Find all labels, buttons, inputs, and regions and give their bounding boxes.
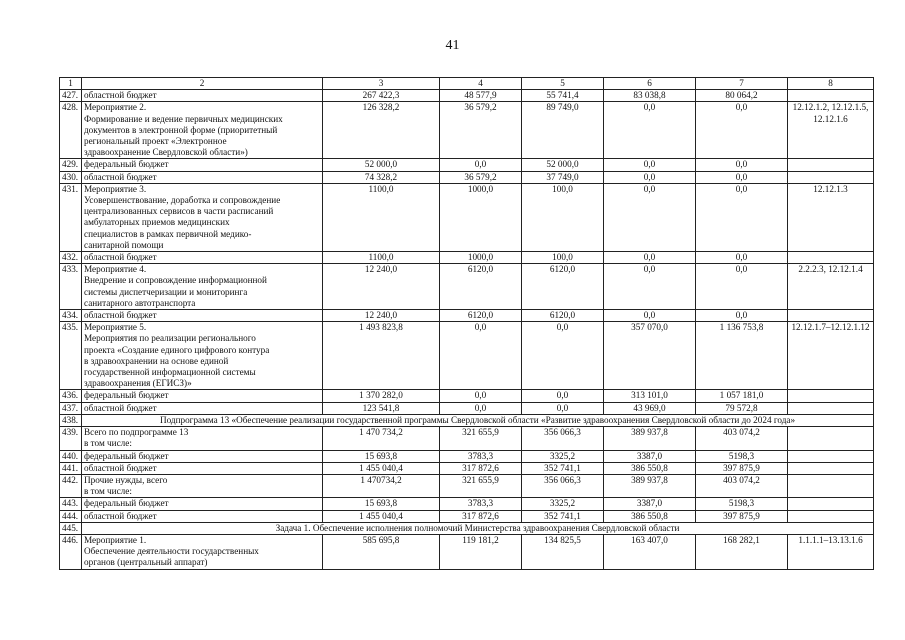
- item-name-line: системы диспетчеризации и мониторинга: [84, 286, 248, 297]
- amount-cell: 389 937,8: [604, 474, 696, 497]
- item-name: [82, 102, 323, 159]
- item-name-line: в том числе:: [84, 486, 132, 497]
- item-name: [82, 90, 323, 102]
- amount-cell: 1 493 823,8: [323, 322, 440, 390]
- item-name: [82, 264, 323, 310]
- amount-cell: 3325,2: [522, 450, 604, 462]
- row-number: 445.: [60, 522, 82, 534]
- amount-cell: 100,0: [522, 252, 604, 264]
- indicator-code: [788, 510, 874, 522]
- amount-cell: 0,0: [604, 171, 696, 183]
- item-name-line: в том числе:: [84, 438, 132, 449]
- row-number: 444.: [60, 510, 82, 522]
- amount-cell: 397 875,9: [696, 462, 788, 474]
- indicator-code: [788, 427, 874, 450]
- amount-cell: 134 825,5: [522, 534, 604, 569]
- indicator-code: [788, 402, 874, 414]
- indicator-code: 2.2.2.3, 12.12.1.4: [788, 264, 874, 310]
- amount-cell: 83 038,8: [604, 90, 696, 102]
- section-title: Подпрограмма 13 «Обеспечение реализации государственной программы Свердловской области «Развитие здравоохранения Свердловской области до 2024 года»: [82, 414, 874, 426]
- table-row: [60, 402, 874, 414]
- amount-cell: 0,0: [522, 322, 604, 390]
- item-name: [82, 322, 323, 390]
- item-name-line: федеральный бюджет: [84, 159, 169, 170]
- table-row: [60, 102, 874, 159]
- row-number: 443.: [60, 498, 82, 510]
- amount-cell: 357 070,0: [604, 322, 696, 390]
- amount-cell: 313 101,0: [604, 390, 696, 402]
- amount-cell: 5198,3: [696, 450, 788, 462]
- amount-cell: 1 370 282,0: [323, 390, 440, 402]
- amount-cell: 163 407,0: [604, 534, 696, 569]
- amount-cell: 3783,3: [440, 498, 522, 510]
- item-name-line: Формирование и ведение первичных медицинских: [84, 113, 283, 124]
- table-row: [60, 534, 874, 569]
- row-number: 439.: [60, 427, 82, 450]
- item-name-line: в здравоохранении на основе единой: [84, 355, 229, 366]
- amount-cell: 0,0: [604, 310, 696, 322]
- table-row: [60, 264, 874, 310]
- item-name: [82, 427, 323, 450]
- item-name: [82, 534, 323, 569]
- header-cell: 6: [604, 78, 696, 90]
- item-name: [82, 462, 323, 474]
- amount-cell: 123 541,8: [323, 402, 440, 414]
- amount-cell: 1 455 040,4: [323, 510, 440, 522]
- indicator-code: 12.12.1.2, 12.12.1.5, 12.12.1.6: [788, 102, 874, 159]
- amount-cell: 321 655,9: [440, 474, 522, 497]
- amount-cell: 1 470 734,2: [323, 427, 440, 450]
- item-name-line: санитарной помощи: [84, 239, 164, 250]
- amount-cell: 79 572,8: [696, 402, 788, 414]
- item-name-line: здравоохранение Свердловской области»): [84, 147, 248, 158]
- amount-cell: 3387,0: [604, 498, 696, 510]
- item-name: [82, 402, 323, 414]
- amount-cell: 1100,0: [323, 183, 440, 251]
- row-number: 428.: [60, 102, 82, 159]
- amount-cell: 0,0: [440, 159, 522, 171]
- amount-cell: 119 181,2: [440, 534, 522, 569]
- amount-cell: 0,0: [696, 171, 788, 183]
- item-name-line: Мероприятие 2.: [84, 102, 147, 113]
- amount-cell: 100,0: [522, 183, 604, 251]
- amount-cell: 6120,0: [440, 264, 522, 310]
- row-number: 436.: [60, 390, 82, 402]
- amount-cell: 80 064,2: [696, 90, 788, 102]
- table-row: [60, 498, 874, 510]
- amount-cell: 1000,0: [440, 183, 522, 251]
- amount-cell: 126 328,2: [323, 102, 440, 159]
- item-name: [82, 183, 323, 251]
- amount-cell: 0,0: [604, 102, 696, 159]
- amount-cell: 48 577,9: [440, 90, 522, 102]
- row-number: 440.: [60, 450, 82, 462]
- table-row: [60, 414, 874, 426]
- amount-cell: 403 074,2: [696, 474, 788, 497]
- item-name: [82, 252, 323, 264]
- item-name: [82, 390, 323, 402]
- table-row: [60, 171, 874, 183]
- item-name-line: Прочие нужды, всего: [84, 474, 168, 485]
- table-row: [60, 159, 874, 171]
- amount-cell: 0,0: [696, 159, 788, 171]
- amount-cell: 0,0: [522, 402, 604, 414]
- amount-cell: 321 655,9: [440, 427, 522, 450]
- amount-cell: 36 579,2: [440, 171, 522, 183]
- amount-cell: 43 969,0: [604, 402, 696, 414]
- item-name-line: Усовершенствование, доработка и сопровождение: [84, 195, 281, 206]
- amount-cell: 0,0: [696, 264, 788, 310]
- amount-cell: 0,0: [522, 390, 604, 402]
- amount-cell: 1100,0: [323, 252, 440, 264]
- amount-cell: 0,0: [440, 402, 522, 414]
- item-name-line: санитарного автотранспорта: [84, 297, 196, 308]
- table-row: [60, 510, 874, 522]
- indicator-code: 12.12.1.7–12.12.1.12: [788, 322, 874, 390]
- budget-table: [59, 77, 874, 570]
- indicator-code: [788, 171, 874, 183]
- indicator-code: [788, 462, 874, 474]
- item-name: [82, 171, 323, 183]
- row-number: 442.: [60, 474, 82, 497]
- amount-cell: 15 693,8: [323, 498, 440, 510]
- item-name-line: федеральный бюджет: [84, 390, 169, 401]
- item-name-line: специалистов в рамках первичной медико-: [84, 228, 252, 239]
- item-name-line: Внедрение и сопровождение информационной: [84, 275, 267, 286]
- amount-cell: 0,0: [604, 159, 696, 171]
- table-row: [60, 474, 874, 497]
- item-name-line: областной бюджет: [84, 462, 157, 473]
- amount-cell: 0,0: [696, 310, 788, 322]
- item-name-line: областной бюджет: [84, 171, 157, 182]
- header-cell: 5: [522, 78, 604, 90]
- amount-cell: 317 872,6: [440, 510, 522, 522]
- header-cell: 3: [323, 78, 440, 90]
- row-number: 435.: [60, 322, 82, 390]
- item-name-line: областной бюджет: [84, 90, 157, 101]
- amount-cell: 5198,3: [696, 498, 788, 510]
- indicator-code: [788, 474, 874, 497]
- item-name: [82, 310, 323, 322]
- table-row: [60, 522, 874, 534]
- item-name-line: Мероприятие 5.: [84, 322, 147, 333]
- item-name: [82, 498, 323, 510]
- item-name-line: областной бюджет: [84, 310, 157, 321]
- amount-cell: 15 693,8: [323, 450, 440, 462]
- row-number: 429.: [60, 159, 82, 171]
- amount-cell: 12 240,0: [323, 310, 440, 322]
- item-name-line: Мероприятие 1.: [84, 534, 147, 545]
- item-name-line: централизованных сервисов в части расписаний: [84, 206, 274, 217]
- item-name-line: федеральный бюджет: [84, 450, 169, 461]
- row-number: 434.: [60, 310, 82, 322]
- amount-cell: 55 741,4: [522, 90, 604, 102]
- header-cell: 8: [788, 78, 874, 90]
- amount-cell: 356 066,3: [522, 474, 604, 497]
- indicator-code: [788, 450, 874, 462]
- table-row: [60, 322, 874, 390]
- indicator-code: 1.1.1.1–13.13.1.6: [788, 534, 874, 569]
- table-row: [60, 427, 874, 450]
- item-name-line: документов в электронной форме (приоритетный: [84, 124, 278, 135]
- page-number: 41: [445, 38, 460, 53]
- header-cell: 7: [696, 78, 788, 90]
- amount-cell: 352 741,1: [522, 510, 604, 522]
- table-row: [60, 90, 874, 102]
- amount-cell: 12 240,0: [323, 264, 440, 310]
- item-name-line: органов (центральный аппарат): [84, 557, 208, 568]
- amount-cell: 0,0: [604, 183, 696, 251]
- item-name-line: проекта «Создание единого цифрового контура: [84, 344, 270, 355]
- item-name-line: Обеспечение деятельности государственных: [84, 546, 259, 557]
- amount-cell: 1000,0: [440, 252, 522, 264]
- amount-cell: 356 066,3: [522, 427, 604, 450]
- table-row: [60, 310, 874, 322]
- row-number: 441.: [60, 462, 82, 474]
- amount-cell: 317 872,6: [440, 462, 522, 474]
- item-name-line: Мероприятие 4.: [84, 264, 147, 275]
- amount-cell: 168 282,1: [696, 534, 788, 569]
- table-row: [60, 390, 874, 402]
- item-name-line: федеральный бюджет: [84, 498, 169, 509]
- amount-cell: 3325,2: [522, 498, 604, 510]
- table-row: [60, 183, 874, 251]
- header-cell: 2: [82, 78, 323, 90]
- item-name-line: региональный проект «Электронное: [84, 136, 227, 147]
- amount-cell: 52 000,0: [323, 159, 440, 171]
- row-number: 438.: [60, 414, 82, 426]
- amount-cell: 74 328,2: [323, 171, 440, 183]
- amount-cell: 3387,0: [604, 450, 696, 462]
- indicator-code: [788, 310, 874, 322]
- indicator-code: [788, 390, 874, 402]
- row-number: 446.: [60, 534, 82, 569]
- amount-cell: 1 136 753,8: [696, 322, 788, 390]
- amount-cell: 1 470734,2: [323, 474, 440, 497]
- table-header-row: [60, 78, 874, 90]
- amount-cell: 267 422,3: [323, 90, 440, 102]
- amount-cell: 36 579,2: [440, 102, 522, 159]
- section-title: Задача 1. Обеспечение исполнения полномочий Министерства здравоохранения Свердловской области: [82, 522, 874, 534]
- row-number: 427.: [60, 90, 82, 102]
- amount-cell: 6120,0: [440, 310, 522, 322]
- item-name-line: здравоохранения (ЕГИСЗ)»: [84, 378, 192, 389]
- row-number: 432.: [60, 252, 82, 264]
- row-number: 430.: [60, 171, 82, 183]
- amount-cell: 52 000,0: [522, 159, 604, 171]
- amount-cell: 386 550,8: [604, 510, 696, 522]
- table-row: [60, 462, 874, 474]
- row-number: 437.: [60, 402, 82, 414]
- row-number: 433.: [60, 264, 82, 310]
- item-name: [82, 474, 323, 497]
- item-name-line: государственной информационной системы: [84, 367, 256, 378]
- item-name: [82, 510, 323, 522]
- amount-cell: 37 749,0: [522, 171, 604, 183]
- amount-cell: 397 875,9: [696, 510, 788, 522]
- indicator-code: [788, 498, 874, 510]
- item-name-line: областной бюджет: [84, 402, 157, 413]
- amount-cell: 3783,3: [440, 450, 522, 462]
- item-name-line: Мероприятия по реализации регионального: [84, 333, 256, 344]
- amount-cell: 585 695,8: [323, 534, 440, 569]
- item-name-line: амбулаторных приемов медицинских: [84, 217, 230, 228]
- amount-cell: 89 749,0: [522, 102, 604, 159]
- row-number: 431.: [60, 183, 82, 251]
- amount-cell: 0,0: [440, 390, 522, 402]
- amount-cell: 352 741,1: [522, 462, 604, 474]
- indicator-code: 12.12.1.3: [788, 183, 874, 251]
- header-cell: 1: [60, 78, 82, 90]
- item-name-line: Всего по подпрограмме 13: [84, 427, 189, 438]
- indicator-code: [788, 90, 874, 102]
- amount-cell: 0,0: [440, 322, 522, 390]
- item-name-line: областной бюджет: [84, 510, 157, 521]
- item-name: [82, 450, 323, 462]
- indicator-code: [788, 252, 874, 264]
- header-cell: 4: [440, 78, 522, 90]
- amount-cell: 389 937,8: [604, 427, 696, 450]
- amount-cell: 386 550,8: [604, 462, 696, 474]
- indicator-code: [788, 159, 874, 171]
- amount-cell: 0,0: [696, 102, 788, 159]
- amount-cell: 6120,0: [522, 264, 604, 310]
- amount-cell: 0,0: [696, 183, 788, 251]
- item-name: [82, 159, 323, 171]
- amount-cell: 1 455 040,4: [323, 462, 440, 474]
- amount-cell: 1 057 181,0: [696, 390, 788, 402]
- amount-cell: 6120,0: [522, 310, 604, 322]
- amount-cell: 403 074,2: [696, 427, 788, 450]
- item-name-line: областной бюджет: [84, 252, 157, 263]
- amount-cell: 0,0: [604, 264, 696, 310]
- table-row: [60, 252, 874, 264]
- item-name-line: Мероприятие 3.: [84, 183, 147, 194]
- amount-cell: 0,0: [696, 252, 788, 264]
- table-row: [60, 450, 874, 462]
- amount-cell: 0,0: [604, 252, 696, 264]
